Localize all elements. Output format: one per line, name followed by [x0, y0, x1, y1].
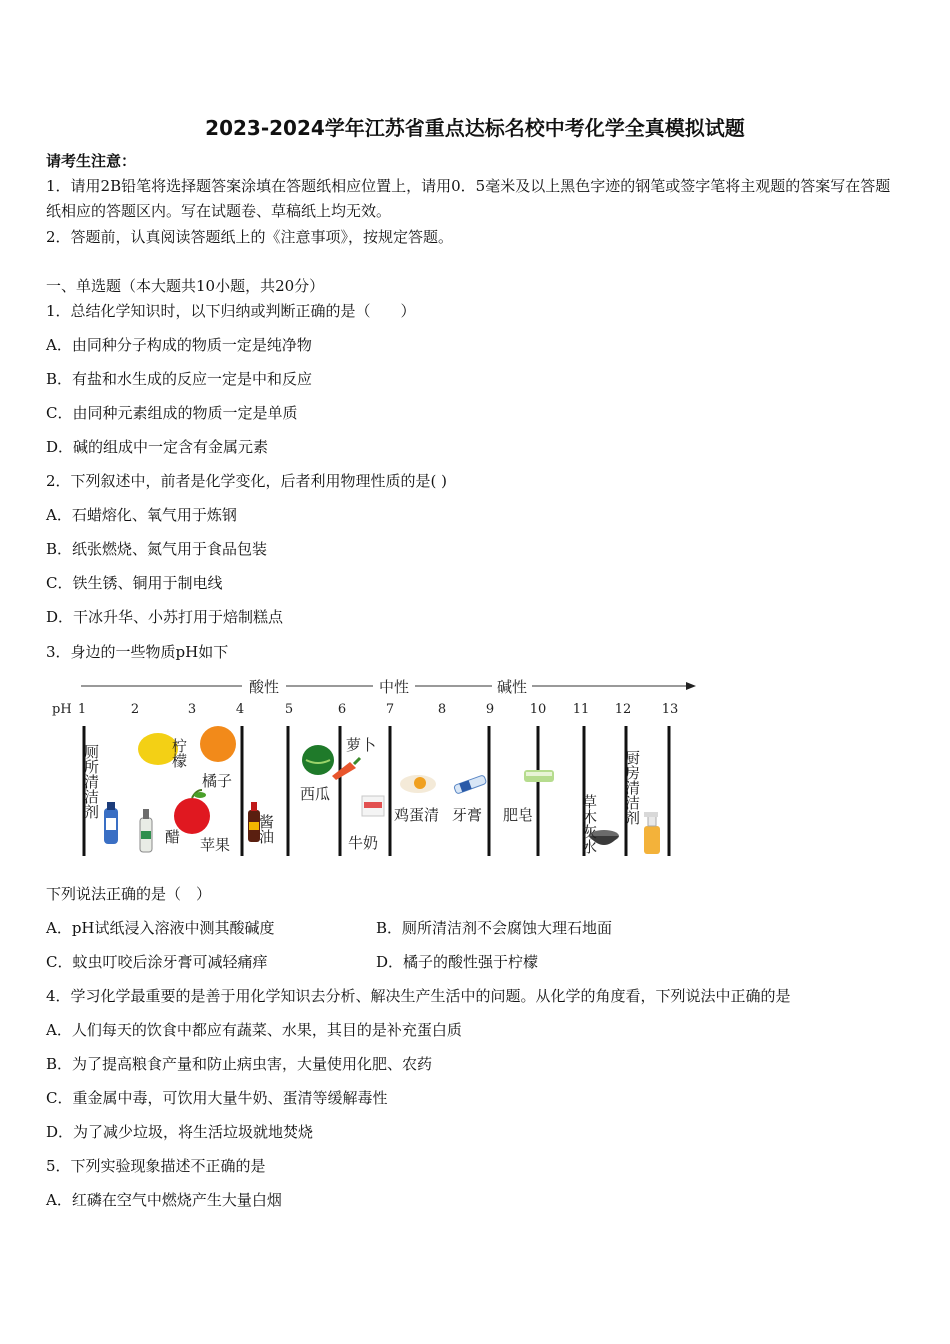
label-radish: 萝卜: [346, 736, 377, 754]
toilet-cleaner-icon: [104, 802, 118, 844]
q1-option-a: A．由同种分子构成的物质一定是纯净物: [46, 336, 312, 354]
radish-icon: [332, 758, 360, 780]
tick-label: 10: [529, 702, 547, 717]
neutral-label: 中性: [378, 678, 410, 696]
tick-label: 13: [661, 702, 679, 717]
arrowhead-icon: [686, 682, 696, 690]
tick-label: 11: [572, 702, 590, 717]
ph-scale-figure: [48, 676, 708, 866]
label-ash: 草木灰水: [580, 794, 598, 854]
label-lemon: 柠檬: [170, 738, 188, 768]
section-heading: 一、单选题（本大题共10小题，共20分）: [46, 277, 325, 295]
tick-label: 3: [187, 702, 197, 717]
q4-option-c: C．重金属中毒，可饮用大量牛奶、蛋清等缓解毒性: [46, 1089, 388, 1107]
q3-question: 下列说法正确的是（ ）: [46, 885, 212, 903]
q4-option-a: A．人们每天的饮食中都应有蔬菜、水果，其目的是补充蛋白质: [46, 1021, 462, 1039]
tick-label: 4: [235, 702, 245, 717]
label-toothpaste: 牙膏: [452, 806, 483, 824]
label-egg: 鸡蛋清: [394, 806, 440, 824]
q1-option-c: C．由同种元素组成的物质一定是单质: [46, 404, 298, 422]
toothpaste-icon: [454, 775, 487, 794]
q4-option-d: D．为了减少垃圾，将生活垃圾就地焚烧: [46, 1123, 314, 1141]
q1-option-b: B．有盐和水生成的反应一定是中和反应: [46, 370, 313, 388]
label-kitchen: 厨房清洁剂: [623, 750, 641, 825]
tick-label: 9: [485, 702, 495, 717]
q3-stem: 3．身边的一些物质pH如下: [46, 643, 229, 661]
label-soap: 肥皂: [503, 806, 534, 824]
kitchen-cleaner-spray-icon: [644, 812, 660, 854]
q4-stem: 4．学习化学最重要的是善于用化学知识去分析、解决生产生活中的问题。从化学的角度看，下列说法中正确的是: [46, 987, 791, 1005]
tick-label: 1: [77, 702, 87, 717]
q2-option-c: C．铁生锈、铜用于制电线: [46, 574, 223, 592]
soap-icon: [524, 770, 554, 782]
vinegar-bottle-icon: [140, 809, 152, 852]
ph-axis-label: pH: [52, 702, 72, 717]
notice-item-1: 1．请用2B铅笔将选择题答案涂填在答题纸相应位置上，请用0．5毫米及以上黑色字迹的钢笔或签字笔将主观题的答案写在答题纸相应的答题区内。写在试题卷、草稿纸上均无效。: [46, 177, 891, 220]
label-milk: 牛奶: [348, 834, 379, 852]
tick-label: 6: [337, 702, 347, 717]
tick-label: 12: [614, 702, 632, 717]
q4-option-b: B．为了提高粮食产量和防止病虫害，大量使用化肥、农药: [46, 1055, 433, 1073]
acid-label: 酸性: [248, 678, 280, 696]
orange-icon: [200, 726, 236, 762]
q5-stem: 5．下列实验现象描述不正确的是: [46, 1157, 266, 1175]
tick-label: 7: [385, 702, 395, 717]
tick-label: 8: [437, 702, 447, 717]
base-label: 碱性: [496, 678, 528, 696]
label-toilet: 厕所清洁剂: [82, 744, 100, 819]
q1-stem: 1．总结化学知识时，以下归纳或判断正确的是（ ）: [46, 302, 416, 320]
label-orange: 橘子: [202, 772, 233, 790]
notice-item-2: 2．答题前，认真阅读答题纸上的《注意事项》，按规定答题。: [46, 228, 454, 246]
notice-heading: 请考生注意：: [46, 152, 137, 170]
q5-option-a: A．红磷在空气中燃烧产生大量白烟: [46, 1191, 282, 1209]
watermelon-icon: [302, 745, 334, 775]
tick-label: 2: [130, 702, 140, 717]
q3-option-d: D．橘子的酸性强于柠檬: [376, 953, 539, 971]
tick-label: 5: [284, 702, 294, 717]
q2-option-b: B．纸张燃烧、氮气用于食品包装: [46, 540, 268, 558]
q3-option-c: C．蚊虫叮咬后涂牙膏可减轻痛痒: [46, 953, 268, 971]
q3-option-a: A．pH试纸浸入溶液中测其酸碱度: [46, 919, 275, 937]
label-soy: 酱油: [257, 814, 275, 844]
milk-carton-icon: [362, 796, 384, 816]
page-title: 2023-2024学年江苏省重点达标名校中考化学全真模拟试题: [205, 116, 745, 140]
label-vinegar: 醋: [165, 828, 181, 846]
q1-option-d: D．碱的组成中一定含有金属元素: [46, 438, 269, 456]
q2-stem: 2．下列叙述中，前者是化学变化，后者利用物理性质的是( ): [46, 472, 448, 490]
q3-option-b: B．厕所清洁剂不会腐蚀大理石地面: [376, 919, 613, 937]
q2-option-a: A．石蜡熔化、氧气用于炼钢: [46, 506, 237, 524]
egg-icon: [400, 775, 436, 793]
q2-option-d: D．干冰升华、小苏打用于焙制糕点: [46, 608, 284, 626]
label-watermelon: 西瓜: [300, 785, 331, 803]
label-apple: 苹果: [200, 836, 231, 854]
